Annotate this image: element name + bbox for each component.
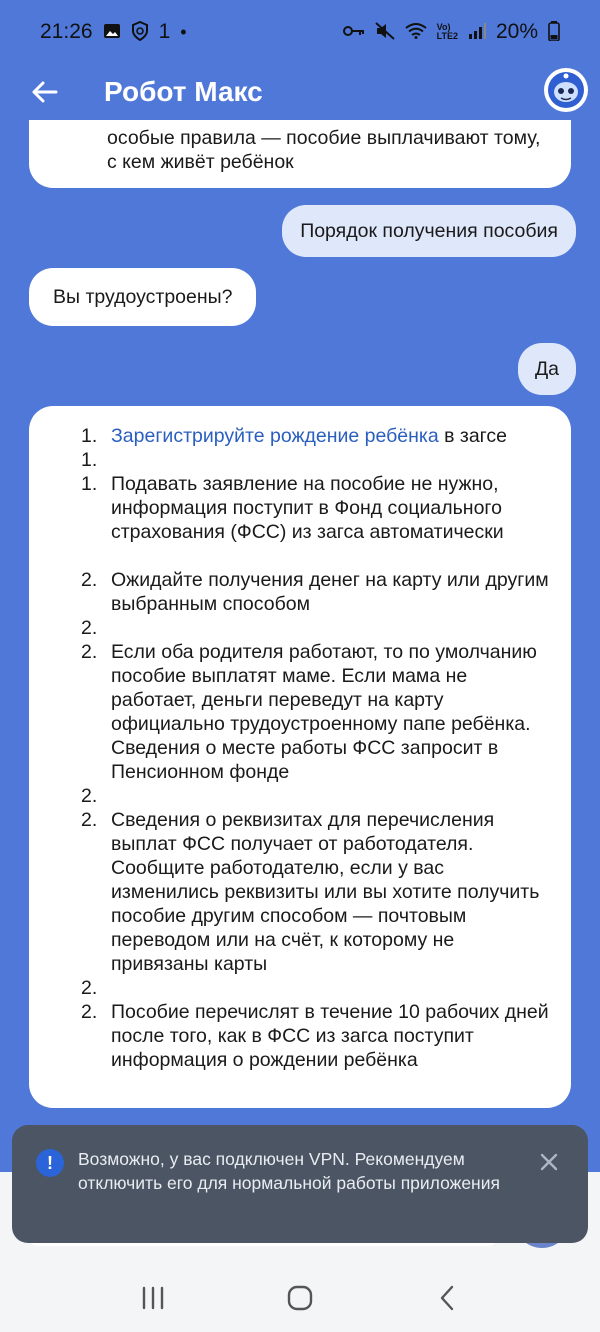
key-icon: [343, 23, 365, 41]
battery-icon: [548, 21, 560, 44]
robot-avatar-icon[interactable]: [544, 68, 588, 112]
vpn-warning-toast: [12, 1125, 588, 1243]
message-text: особые правила — пособие выплачивают тому, с кем живёт ребёнок: [107, 127, 541, 173]
status-time: 21:26: [40, 20, 93, 43]
list-item: [81, 448, 551, 472]
arrow-left-icon: [30, 80, 58, 104]
list-number: 2.: [81, 569, 98, 591]
list-text: [111, 616, 551, 640]
signal-icon: [468, 23, 486, 42]
status-bar: [0, 0, 600, 64]
close-icon: [538, 1151, 560, 1173]
chevron-left-icon: [437, 1284, 457, 1312]
exclamation-icon: !: [36, 1149, 64, 1177]
mute-icon: [375, 22, 395, 43]
list-number: 2.: [81, 977, 98, 999]
list-item: [81, 1000, 551, 1072]
bot-message: [29, 268, 256, 326]
list-item: [81, 424, 551, 448]
bot-steps-message: [29, 406, 571, 1108]
list-number: 1.: [81, 425, 98, 447]
back-button[interactable]: [28, 76, 60, 108]
list-number: 2.: [81, 785, 98, 807]
list-item: [81, 616, 551, 640]
battery-percent: 20%: [495, 20, 538, 43]
toast-text: Возможно, у вас подключен VPN. Рекомендуем отключить его для нормальной работы приложения: [78, 1149, 500, 1193]
list-text: Пособие перечислят в течение 10 рабочих дней после того, как в ФСС из загса поступит информация о рождении ребёнка: [111, 1001, 549, 1071]
list-text: [111, 448, 551, 472]
list-text: [111, 424, 551, 448]
list-text: Если оба родителя работают, то по умолчанию пособие выплатят маме. Если мама не работает, деньги переведут на карту официально трудоустроенному папе ребёнка. Сведения о месте работы ФСС запросит в Пенсионном фонде: [111, 641, 537, 783]
list-text: Сведения о реквизитах для перечисления выплат ФСС получает от работодателя. Сообщите работодателю, если у вас изменились реквизиты или вы хотите получить пособие другим способом — почтовым переводом или на счёт, к которому не привязаны карты: [111, 809, 540, 975]
message-text: Вы трудоустроены?: [53, 286, 233, 308]
list-item: [81, 472, 551, 544]
list-text-suffix: в загсе: [438, 425, 507, 447]
wifi-icon: [405, 23, 427, 42]
message-text: Порядок получения пособия: [300, 220, 558, 242]
home-button[interactable]: [276, 1274, 324, 1322]
app-header: [0, 64, 600, 120]
gallery-icon: [103, 22, 121, 43]
list-item: [81, 568, 551, 616]
list-text: [111, 784, 551, 808]
list-item: [81, 640, 551, 784]
status-left: [40, 20, 187, 44]
list-text: Ожидайте получения денег на карту или другим выбранным способом: [111, 569, 549, 615]
page-title: Робот Макс: [104, 76, 263, 107]
list-number: 1.: [81, 449, 98, 471]
list-number: 2.: [81, 1001, 98, 1023]
close-button[interactable]: [538, 1151, 560, 1173]
notification-count: 1: [158, 20, 171, 43]
list-item: [81, 808, 551, 976]
user-message: [518, 343, 576, 395]
list-number: 1.: [81, 473, 98, 495]
dot-icon: •: [180, 22, 187, 42]
status-right: [343, 20, 560, 44]
list-number: 2.: [81, 809, 98, 831]
system-nav-bar: [0, 1264, 600, 1332]
list-item: [81, 784, 551, 808]
list-text: Подавать заявление на пособие не нужно, информация поступит в Фонд социального страхования (ФСС) из загса автоматически: [111, 473, 504, 543]
nav-back-button[interactable]: [423, 1274, 471, 1322]
home-icon: [286, 1284, 314, 1312]
list-number: 2.: [81, 617, 98, 639]
shield-clock-icon: [131, 21, 149, 44]
volte-icon: Vo) LTE2: [436, 22, 458, 41]
spacer: [81, 544, 551, 568]
list-text: [111, 976, 551, 1000]
recents-icon: [140, 1286, 166, 1310]
list-item: [81, 976, 551, 1000]
message-text: Да: [534, 358, 559, 380]
user-message: [282, 205, 576, 257]
recents-button[interactable]: [129, 1274, 177, 1322]
list-number: 2.: [81, 641, 98, 663]
bot-message: [29, 120, 571, 188]
chat-area[interactable]: [0, 120, 600, 1120]
register-birth-link[interactable]: Зарегистрируйте рождение ребёнка: [111, 425, 439, 447]
